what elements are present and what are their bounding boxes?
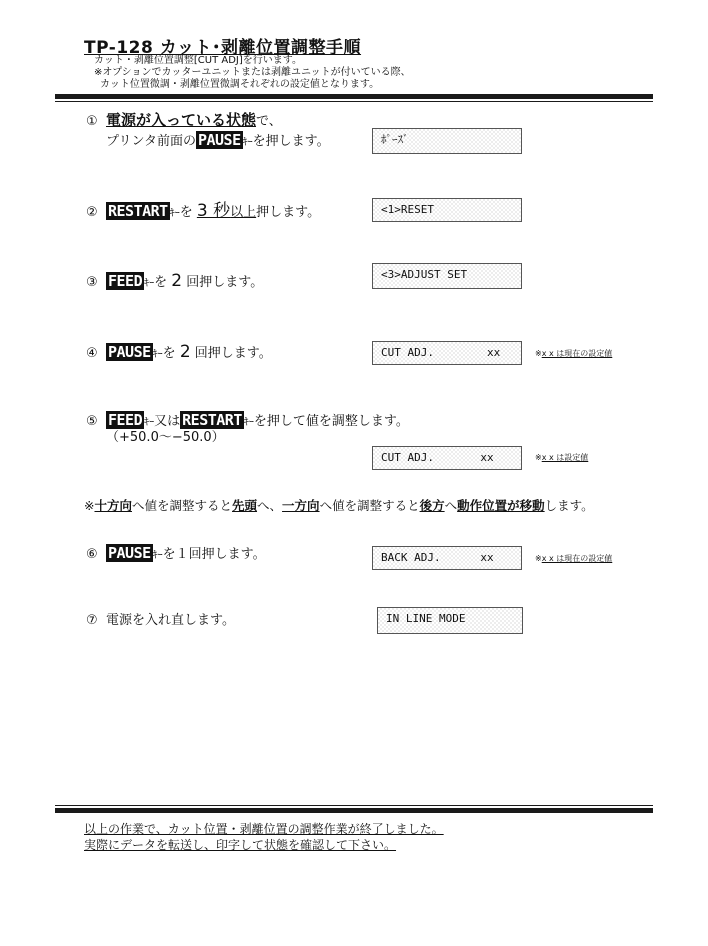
- direction-t1: へ値を調整すると: [132, 498, 233, 513]
- step-4-number: ④: [86, 346, 98, 361]
- lcd-display-3: <3>ADJUST SET: [372, 263, 522, 289]
- intro-line-1: カット・剥離位置調整[CUT ADJ]を行います。: [94, 55, 302, 66]
- step-3-pre: を: [154, 275, 168, 290]
- step-1-pre: プリンタ前面の: [106, 134, 196, 149]
- step-3-number: ③: [86, 275, 98, 290]
- pause-key: PAUSE: [108, 544, 151, 562]
- note-6: [535, 553, 612, 564]
- intro-text: [94, 55, 411, 91]
- pause-key: PAUSE: [197, 131, 241, 149]
- footer-line-1: 以上の作業で、カット位置・剥離位置の調整作業が終了しました。: [84, 822, 444, 836]
- restart-key: RESTART: [182, 411, 242, 429]
- front-label: 先頭: [232, 498, 258, 513]
- direction-t4: へ: [444, 498, 458, 513]
- step-2-pre: を: [179, 205, 193, 220]
- intro-line-2: ※オプションでカッターユニットまたは剥離ユニットが付いている際、: [94, 67, 411, 78]
- note-5-mark: ※: [535, 453, 542, 462]
- step-2-over: 以上: [230, 205, 257, 220]
- step-1-number: ①: [86, 114, 98, 129]
- step-2-post: 押します。: [256, 205, 321, 220]
- feed-key: FEED: [108, 411, 143, 429]
- key-suffix: ｷｰ: [169, 208, 180, 219]
- move-label: 動作位置が移動: [457, 498, 545, 513]
- step-2-duration: 3 秒: [196, 201, 231, 221]
- direction-mark: ※: [84, 498, 95, 513]
- note-4: [535, 348, 612, 359]
- footer-line-2: 実際にデータを転送し、印字して状態を確認して下さい。: [84, 838, 397, 852]
- note-5-text: x x は設定値: [541, 453, 589, 462]
- bottom-divider-thin: [55, 805, 653, 806]
- direction-t3: へ値を調整すると: [319, 498, 420, 513]
- direction-t2: へ、: [257, 498, 283, 513]
- top-divider: [55, 94, 653, 99]
- note-6-mark: ※: [535, 554, 542, 563]
- lcd-display-2: <1>RESET: [372, 198, 522, 222]
- step-4-count: 2: [179, 342, 191, 362]
- step-2-number: ②: [86, 205, 98, 220]
- step-2: [86, 203, 320, 222]
- note-6-text: x x は現在の設定値: [541, 554, 613, 563]
- step-4: [86, 344, 272, 363]
- step-5-post: を押して値を調整します。: [253, 414, 409, 429]
- lcd-display-1: ﾎﾟｰｽﾞ: [372, 128, 522, 154]
- key-suffix: ｷｰ: [242, 137, 253, 148]
- step-1: [86, 112, 330, 151]
- step-1-condition: 電源が入っている状態: [106, 111, 257, 129]
- step-5-range: （+50.0～−50.0）: [106, 430, 225, 445]
- key-suffix: ｷｰ: [144, 417, 155, 428]
- direction-t5: します。: [544, 498, 594, 513]
- step-5-number: ⑤: [86, 414, 98, 429]
- step-4-pre: を: [162, 346, 176, 361]
- step-1-condition-suffix: で、: [256, 114, 282, 129]
- lcd-display-4: CUT ADJ. xx: [372, 341, 522, 365]
- key-suffix: ｷｰ: [152, 349, 163, 360]
- step-3-post: 回押します。: [186, 275, 264, 290]
- plus-direction: 十方向: [94, 498, 132, 513]
- lcd-display-6: BACK ADJ. xx: [372, 546, 522, 570]
- step-5: [86, 412, 409, 444]
- step-7-number: ⑦: [86, 613, 98, 628]
- step-7: [86, 612, 235, 629]
- key-suffix: ｷｰ: [243, 417, 254, 428]
- step-6: [86, 545, 266, 564]
- step-1-post: を押します。: [252, 134, 330, 149]
- minus-direction: 一方向: [282, 498, 320, 513]
- step-3-count: 2: [171, 271, 183, 291]
- lcd-display-7: IN LINE MODE: [377, 607, 523, 634]
- note-5: [535, 452, 588, 463]
- step-4-post: 回押します。: [194, 346, 272, 361]
- restart-key: RESTART: [108, 202, 168, 220]
- direction-note: [84, 496, 594, 514]
- intro-line-3: カット位置微調・剥離位置微調それぞれの設定値となります。: [100, 79, 380, 90]
- page-title: TP-128 カット･剥離位置調整手順: [84, 38, 362, 58]
- pause-key: PAUSE: [108, 343, 151, 361]
- step-6-number: ⑥: [86, 547, 98, 562]
- feed-key: FEED: [108, 272, 143, 290]
- top-divider-thin: [55, 101, 653, 102]
- step-3: [86, 273, 263, 292]
- key-suffix: ｷｰ: [152, 550, 163, 561]
- lcd-display-5: CUT ADJ. xx: [372, 446, 522, 470]
- note-4-mark: ※: [535, 349, 542, 358]
- back-label: 後方: [419, 498, 445, 513]
- step-7-text: 電源を入れ直します。: [106, 613, 235, 628]
- step-6-post: を１回押します。: [162, 547, 266, 562]
- key-suffix: ｷｰ: [144, 278, 155, 289]
- bottom-divider: [55, 808, 653, 813]
- note-4-text: x x は現在の設定値: [541, 349, 613, 358]
- step-5-or: 又は: [154, 414, 181, 429]
